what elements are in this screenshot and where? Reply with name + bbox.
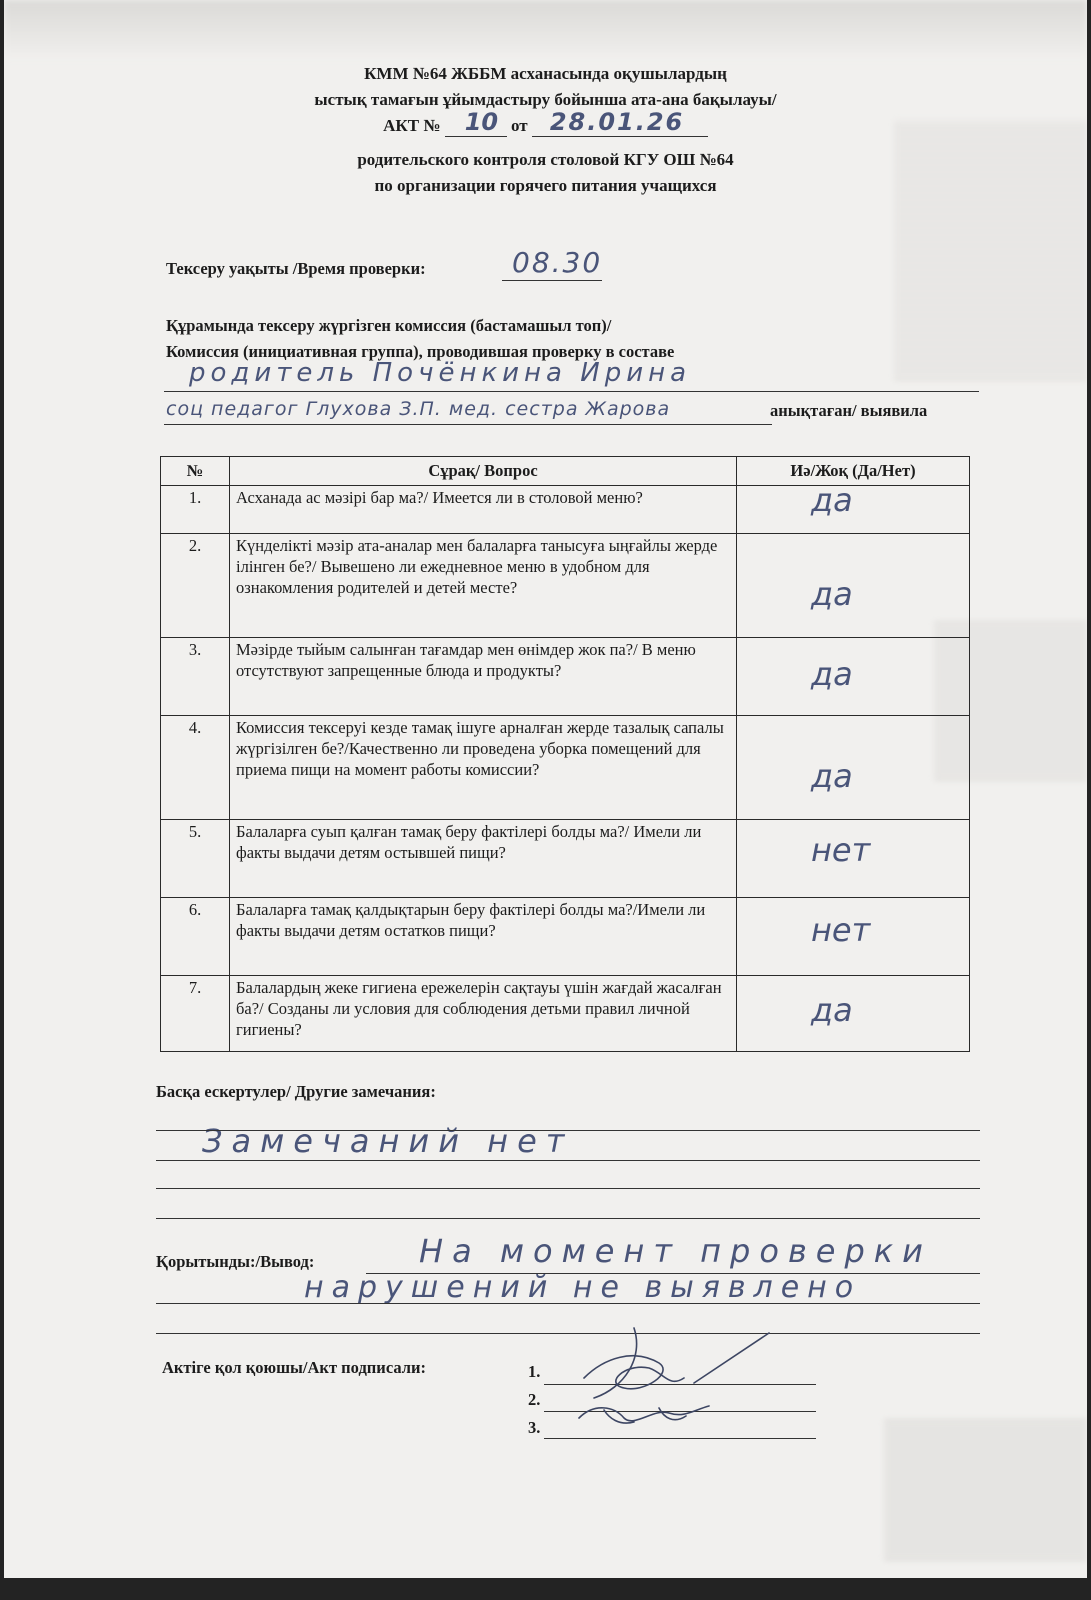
row-number: 5. bbox=[161, 820, 230, 898]
time-label: Тексеру уақыты /Время проверки: bbox=[166, 259, 426, 278]
row-answer-cell bbox=[737, 898, 970, 976]
row-answer: да bbox=[811, 481, 853, 519]
header-line-2: ыстық тамағын ұйымдастыру бойынша ата-ана бақылауы/ bbox=[314, 90, 777, 109]
questions-table bbox=[160, 456, 970, 1052]
act-date-value: 28.01.26 bbox=[549, 108, 685, 136]
row-answer: нет bbox=[811, 831, 871, 869]
table-row bbox=[161, 976, 970, 1052]
time-underline bbox=[502, 280, 602, 281]
row-question: Балаларға тамақ қалдықтарын беру фактілері болды ма?/Имели ли факты выдачи детям остатков пищи? bbox=[230, 898, 737, 976]
document-page bbox=[4, 0, 1087, 1578]
row-number: 1. bbox=[161, 486, 230, 534]
commission-label-1: Құрамында тексеру жүргізген комиссия (бастамашыл топ)/ bbox=[166, 316, 612, 335]
table-row bbox=[161, 898, 970, 976]
remarks-line-1 bbox=[156, 1130, 980, 1131]
conclusion-label: Қорытынды:/Вывод: bbox=[156, 1252, 315, 1271]
row-answer-cell bbox=[737, 534, 970, 638]
header-line-5: по организации горячего питания учащихся bbox=[374, 176, 717, 195]
remarks-line-3 bbox=[156, 1188, 980, 1189]
act-number-field bbox=[445, 108, 507, 137]
row-question: Күнделікті мәзір ата-аналар мен балаларға танысуға ыңғайлы жерде ілінген бе?/ Вывешено ли ежедневное меню в удобном для ознакомления родителей и детей месте? bbox=[230, 534, 737, 638]
row-number: 4. bbox=[161, 716, 230, 820]
time-value: 08.30 bbox=[512, 246, 603, 279]
header-question: Сұрақ/ Вопрос bbox=[230, 457, 737, 486]
row-question: Асханада ас мәзірі бар ма?/ Имеется ли в столовой меню? bbox=[230, 486, 737, 534]
table-row bbox=[161, 820, 970, 898]
revealed-label: анықтаған/ выявила bbox=[770, 401, 928, 420]
header-line-1: КММ №64 ЖББМ асханасында оқушылардың bbox=[364, 64, 727, 83]
signature-number-2: 2. bbox=[528, 1390, 541, 1409]
conclusion-text-1: На момент проверки bbox=[419, 1232, 932, 1270]
scan-smudge-top bbox=[4, 0, 1087, 60]
signature-3-detail bbox=[604, 1408, 686, 1423]
row-answer: да bbox=[811, 991, 853, 1029]
header-line-4: родительского контроля столовой КГУ ОШ №64 bbox=[357, 150, 734, 169]
signature-2-stroke bbox=[694, 1333, 769, 1383]
row-answer: нет bbox=[811, 911, 871, 949]
remarks-label: Басқа ескертулер/ Другие замечания: bbox=[156, 1082, 436, 1101]
row-answer-cell bbox=[737, 716, 970, 820]
row-answer: да bbox=[811, 575, 853, 613]
conclusion-text-2: нарушений не выявлено bbox=[304, 1270, 862, 1305]
row-number: 2. bbox=[161, 534, 230, 638]
act-from: от bbox=[510, 116, 528, 135]
conclusion-line-2 bbox=[156, 1303, 980, 1304]
remarks-line-2 bbox=[156, 1160, 980, 1161]
table-row bbox=[161, 534, 970, 638]
commission-label-2: Комиссия (инициативная группа), проводившая проверку в составе bbox=[166, 342, 675, 361]
row-question: Балалардың жеке гигиена ережелерін сақтауы үшін жағдай жасалған ба?/ Созданы ли условия для соблюдения детьми правил личной гигиены? bbox=[230, 976, 737, 1052]
signatures-label: Актіге қол қоюшы/Акт подписали: bbox=[162, 1358, 426, 1377]
row-question: Мәзірде тыйым салынған тағамдар мен өнімдер жок па?/ В меню отсутствуют запрещенные блюда и продукты? bbox=[230, 638, 737, 716]
act-date-field bbox=[532, 108, 708, 137]
commission-members-1: родитель Почёнкина Ирина bbox=[189, 358, 692, 388]
row-answer-cell bbox=[737, 481, 970, 534]
commission-underline-1 bbox=[164, 391, 979, 392]
signature-number-1: 1. bbox=[528, 1362, 541, 1381]
remarks-line-4 bbox=[156, 1218, 980, 1219]
signature-3-stroke bbox=[579, 1406, 709, 1421]
header-number: № bbox=[161, 457, 230, 486]
table-row bbox=[161, 638, 970, 716]
conclusion-line-1 bbox=[366, 1273, 980, 1274]
handwritten-signatures bbox=[564, 1318, 794, 1448]
row-answer: да bbox=[811, 655, 853, 693]
row-answer-cell bbox=[737, 820, 970, 898]
act-number-value: 10 bbox=[464, 108, 499, 136]
signature-1-tail bbox=[594, 1328, 637, 1398]
row-answer-cell bbox=[737, 976, 970, 1052]
table-row bbox=[161, 486, 970, 534]
row-number: 3. bbox=[161, 638, 230, 716]
act-prefix: АКТ № bbox=[383, 116, 441, 135]
remarks-text: Замечаний нет bbox=[202, 1122, 574, 1160]
header-answer: Иә/Жоқ (Да/Нет) bbox=[737, 457, 970, 486]
scan-smudge-right-bottom bbox=[884, 1420, 1087, 1560]
row-answer-cell bbox=[737, 638, 970, 716]
commission-members-2: соц педагог Глухова З.П. мед. сестра Жарова bbox=[166, 398, 671, 420]
row-question: Комиссия тексеруі кезде тамақ ішуге арналған жерде тазалық сапалы жүргізілген бе?/Качественно ли проведена уборка помещений для приема пищи на момент работы комиссии? bbox=[230, 716, 737, 820]
row-number: 7. bbox=[161, 976, 230, 1052]
table-row bbox=[161, 716, 970, 820]
commission-underline-2 bbox=[164, 424, 772, 425]
row-question: Балаларға суып қалған тамақ беру фактілері болды ма?/ Имели ли факты выдачи детям остывшей пищи? bbox=[230, 820, 737, 898]
act-number-line bbox=[4, 108, 1087, 137]
signature-number-3: 3. bbox=[528, 1418, 541, 1437]
row-number: 6. bbox=[161, 898, 230, 976]
row-answer: да bbox=[811, 757, 853, 795]
